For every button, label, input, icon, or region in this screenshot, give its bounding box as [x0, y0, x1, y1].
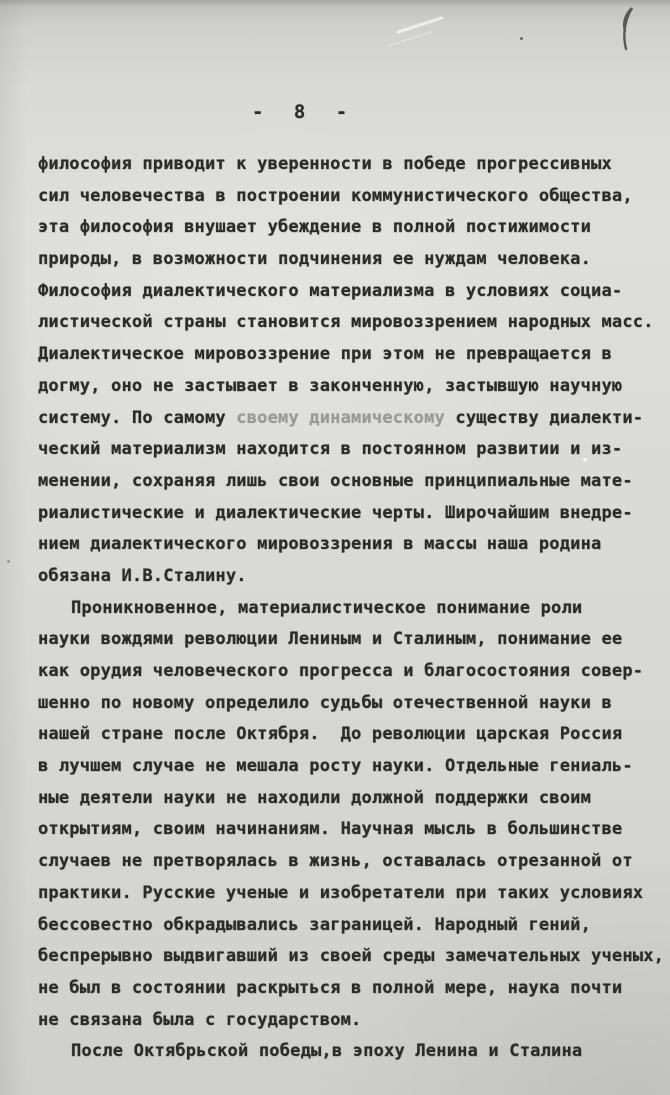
paper-scratch [397, 17, 443, 34]
text-line: ческий материализм находится в постоянном развитии и из- [38, 439, 623, 460]
text-line: Философия диалектического материализма в условиях социа- [38, 280, 623, 301]
paper-speck [520, 37, 523, 40]
text-line: догму, оно не застывает в законченную, застывшую научную [38, 375, 623, 396]
text-line: риалистические и диалектические черты. Широчайшим внедре- [38, 502, 633, 523]
text-line: шенно по новому определило судьбы отечественной науки в [38, 692, 612, 713]
text-line: бессовестно обкрадывались заграницей. Народный гений, [38, 914, 592, 935]
text-line: обязана И.В.Сталину. [38, 565, 247, 586]
text-line: не был в состоянии раскрыться в полной мере, наука почти [38, 977, 623, 998]
text-line: в лучшем случае не мешала росту науки. Отдельные гениаль- [38, 756, 633, 777]
pencil-mark-icon [615, 5, 643, 53]
text-line: нашей стране после Октября. До революции царская Россия [38, 724, 623, 745]
text-line: науки вождями революции Лениным и Сталиным, понимание ее [38, 629, 623, 650]
text-line: открытиям, своим начинаниям. Научная мысль в большинстве [38, 819, 623, 840]
text-line: как орудия человеческого прогресса и благосостояния совер- [38, 661, 644, 681]
text-line: практики. Русские ученые и изобретатели при таких условиях [38, 882, 644, 903]
text-line: философия приводит к уверенности в победе прогрессивных [38, 154, 612, 174]
text-line: природы, в возможности подчинения ее нуждам человека. [38, 249, 592, 270]
text-line: эта философия внушает убеждение в полной постижимости [38, 217, 592, 238]
paper-speck [7, 560, 10, 563]
text-line: листической страны становится мировоззрением народных масс. [38, 312, 654, 333]
page-number: - 8 - [252, 101, 353, 123]
text-segment: существу диалекти- [444, 407, 644, 428]
text-line: После Октябрьской победы,в эпоху Ленина и Сталина [71, 1041, 583, 1062]
text-line: менении, сохраняя лишь свои основные принципиальные мате- [38, 470, 633, 491]
text-line: случаев не претворялась в жизнь, оставалась отрезанной от [38, 851, 633, 872]
text-line: не связана была с государством. [38, 1009, 362, 1030]
text-line: беспрерывно выдвигавший из своей среды замечательных ученых, [38, 946, 665, 967]
text-line: нием диалектического мировоззрения в массы наша родина [38, 534, 602, 555]
text-line: Проникновенное, материалистическое понимание роли [71, 597, 583, 618]
text-line: ные деятели науки не находили должной поддержки своим [38, 787, 592, 808]
text-line [38, 403, 660, 435]
text-segment: систему. По самому [38, 407, 237, 428]
faded-text-segment: своему динамическому [236, 407, 445, 428]
text-line: сил человечества в построении коммунистического общества, [38, 185, 633, 206]
document-body [38, 149, 665, 1068]
text-line: Диалектическое мировоззрение при этом не превращается в [38, 344, 612, 365]
